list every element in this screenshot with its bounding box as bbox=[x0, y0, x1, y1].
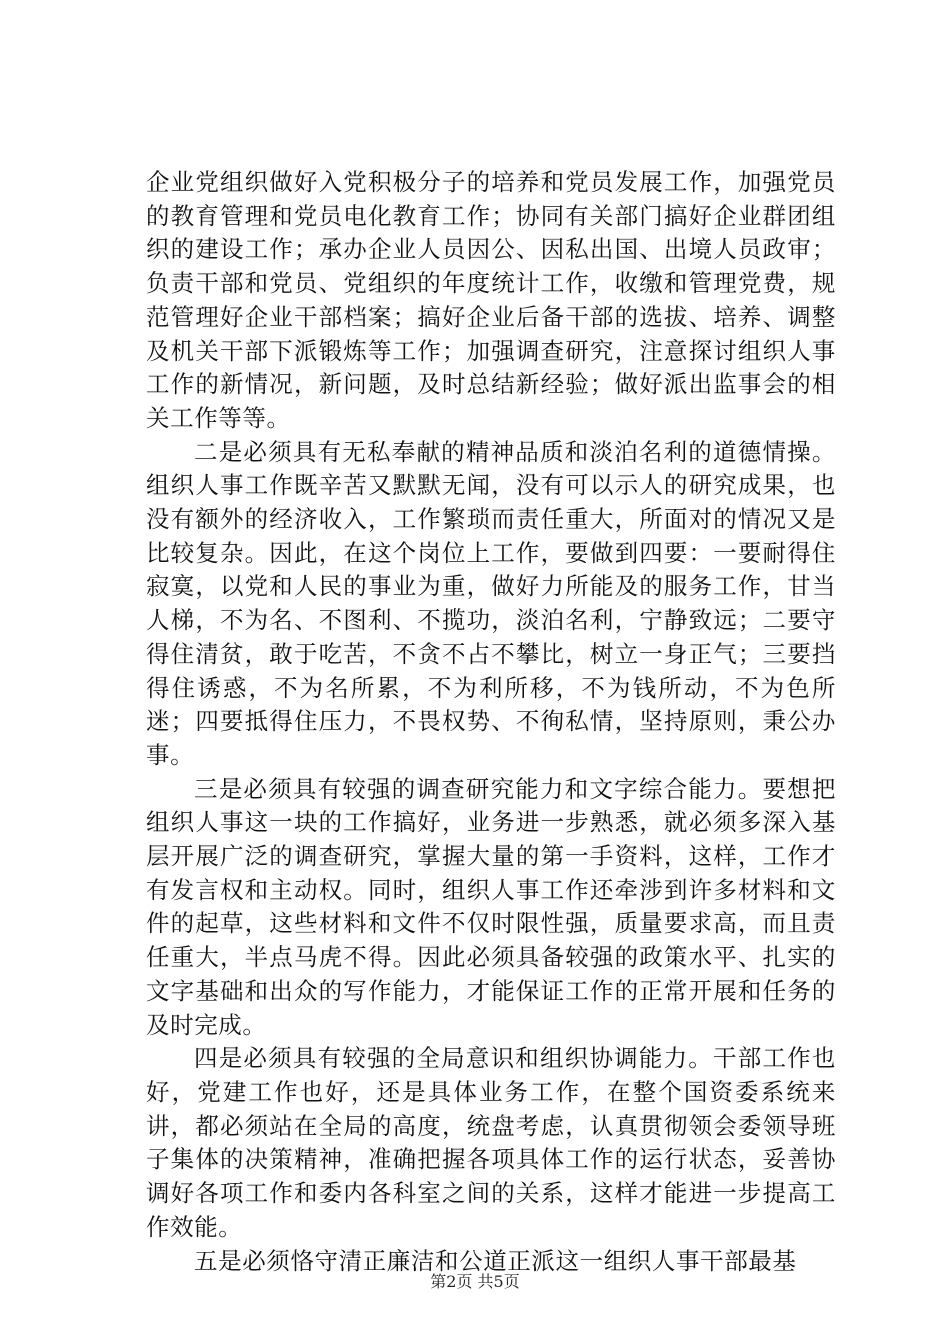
paragraph-point-two: 二是必须具有无私奉献的精神品质和淡泊名利的道德情操。组织人事工作既辛苦又默默无闻，没有可以示人的研究成果，也没有额外的经济收入，工作繁琐而责任重大，所面对的情况又是比较复杂。因此，在这个岗位上工作，要做到四要：一要耐得住寂寞，以党和人民的事业为重，做好力所能及的服务工作，甘当人梯，不为名、不图利、不揽功，淡泊名利，宁静致远；二要守得住清贫，敢于吃苦，不贪不占不攀比，树立一身正气；三要挡得住诱惑，不为名所累，不为利所移，不为钱所动，不为色所迷；四要抵得住压力，不畏权势、不徇私情，坚持原则，秉公办事。 bbox=[146, 437, 836, 769]
document-body bbox=[146, 166, 836, 1278]
paragraph-point-three: 三是必须具有较强的调查研究能力和文字综合能力。要想把组织人事这一块的工作搞好，业务进一步熟悉，就必须多深入基层开展广泛的调查研究，掌握大量的第一手资料，这样，工作才有发言权和主动权。同时，组织人事工作还牵涉到许多材料和文件的起草，这些材料和文件不仅时限性强，质量要求高，而且责任重大，半点马虎不得。因此必须具备较强的政策水平、扎实的文字基础和出众的写作能力，才能保证工作的正常开展和任务的及时完成。 bbox=[146, 774, 836, 1039]
page-footer bbox=[0, 1272, 950, 1292]
paragraph-continuation: 企业党组织做好入党积极分子的培养和党员发展工作，加强党员的教育管理和党员电化教育工作；协同有关部门搞好企业群团组织的建设工作；承办企业人员因公、因私出国、出境人员政审；负责干部和党员、党组织的年度统计工作，收缴和管理党费，规范管理好企业干部档案；搞好企业后备干部的选拔、培养、调整及机关干部下派锻炼等工作；加强调查研究，注意探讨组织人事工作的新情况，新问题，及时总结新经验；做好派出监事会的相关工作等等。 bbox=[146, 168, 836, 432]
page-number-label: 第2页 共5页 bbox=[430, 1272, 520, 1291]
paragraph-point-four: 四是必须具有较强的全局意识和组织协调能力。干部工作也好，党建工作也好，还是具体业务工作，在整个国资委系统来讲，都必须站在全局的高度，统盘考虑，认真贯彻领会委领导班子集体的决策精神，准确把握各项具体工作的运行状态，妥善协调好各项工作和委内各科室之间的关系，这样才能进一步提高工作效能。 bbox=[146, 1044, 836, 1241]
paragraph-point-five: 五是必须恪守清正廉洁和公道正派这一组织人事干部最基 bbox=[194, 1246, 797, 1275]
